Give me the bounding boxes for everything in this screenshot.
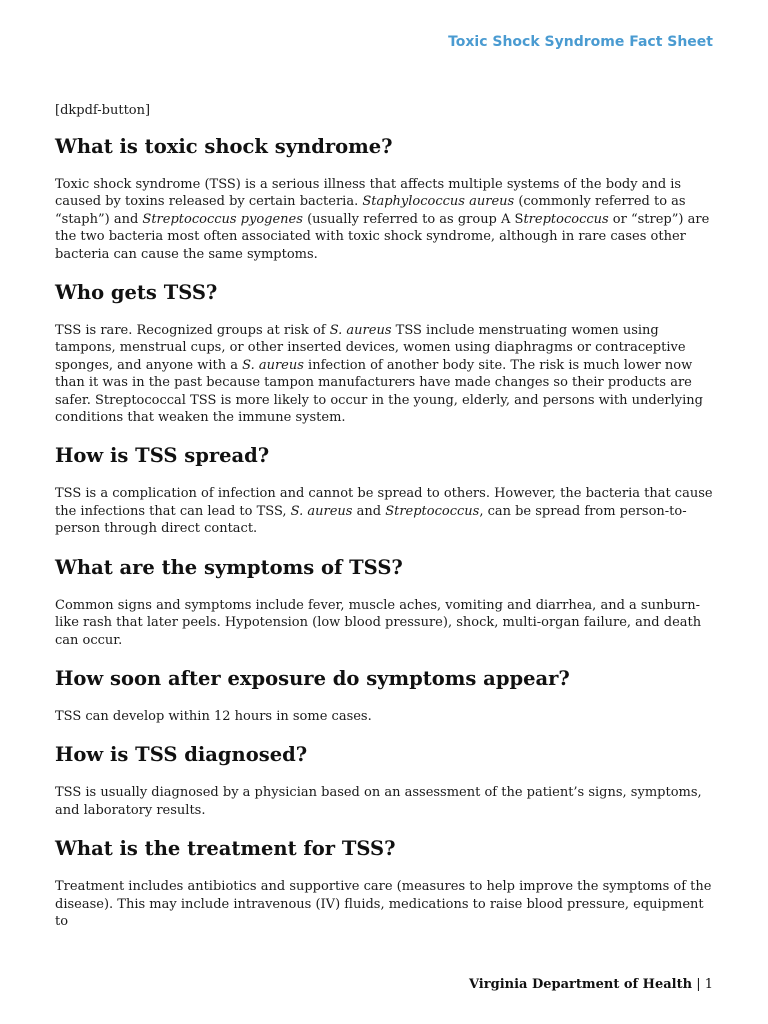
section-heading: Who gets TSS?	[55, 281, 218, 305]
italic-term: treptococcus	[523, 211, 609, 227]
footer-page-number: 1	[704, 977, 713, 992]
italic-term: Streptococcus	[385, 503, 480, 519]
text-run: Common signs and symptoms include fever, muscle aches, vomiting and diarrhea, and a sunburn-like rash that later peels. Hypotension (low blood pressure), shock, multi-organ failure, and death can occur.	[55, 597, 702, 648]
footer-organization: Virginia Department of Health	[468, 977, 693, 992]
section-paragraph	[55, 485, 715, 537]
text-run: TSS can develop within 12 hours in some cases.	[55, 708, 372, 724]
document-content	[55, 102, 715, 947]
section-paragraph	[55, 784, 715, 819]
text-run: TSS is usually diagnosed by a physician based on an assessment of the patient’s signs, symptoms, and laboratory results.	[55, 785, 702, 818]
text-run: Treatment includes antibiotics and supportive care (measures to help improve the symptoms of the disease). This may include intravenous (IV) fluids, medications to raise blood pressure, equipment to	[55, 879, 712, 929]
text-run: TSS is rare. Recognized groups at risk of	[55, 323, 330, 339]
section-heading: How soon after exposure do symptoms appear?	[55, 666, 570, 690]
italic-term: S. aureus	[290, 503, 353, 519]
page-header-title: Toxic Shock Syndrome Fact Sheet	[448, 34, 713, 50]
footer-separator: |	[692, 977, 705, 992]
pdf-button-placeholder: [dkpdf-button]	[55, 103, 151, 118]
text-run: TSS is a complication of infection and cannot be spread to others. However, the bacteria that cause the infections that can lead to TSS,	[55, 486, 713, 519]
italic-term: S. aureus	[329, 323, 392, 339]
italic-term: S. aureus	[242, 357, 304, 373]
text-run: TSS include menstruating women using tampons, menstrual cups, or other inserted devices, women using diaphragms or contraceptive sponges, and anyone with a	[55, 323, 686, 373]
italic-term: Staphylococcus aureus	[362, 194, 515, 210]
text-run: (usually referred to as group A S	[302, 211, 524, 227]
text-run: and	[352, 503, 386, 519]
section-paragraph	[55, 322, 715, 426]
italic-term: Streptococcus pyogenes	[142, 211, 303, 227]
section-paragraph	[55, 708, 715, 725]
text-run: Toxic shock syndrome (TSS) is a serious illness that affects multiple systems of the body and is caused by toxins released by certain bacteria.	[55, 177, 682, 210]
section-heading: What is toxic shock syndrome?	[55, 135, 393, 158]
section-paragraph	[55, 176, 715, 263]
text-run: , can be spread from person-to-person through direct contact.	[55, 503, 687, 537]
section-paragraph	[55, 878, 715, 930]
text-run: or “strep”) are the two bacteria most often associated with toxic shock syndrome, although in rare cases other bacteria can cause the same symptoms.	[55, 211, 710, 262]
text-run: infection of another body site. The risk is much lower now than it was in the past because tampon manufacturers have made changes so their products are safer. Streptococcal TSS is more likely to occur in the young, elderly, and persons with underlying conditions that weaken the immune system.	[55, 357, 703, 426]
section-heading: How is TSS diagnosed?	[55, 743, 308, 767]
sections-container	[55, 134, 715, 930]
section-heading: What are the symptoms of TSS?	[55, 555, 403, 579]
page-footer	[469, 977, 713, 992]
section-heading: What is the treatment for TSS?	[55, 837, 396, 861]
section-heading: How is TSS spread?	[55, 444, 270, 468]
text-run: (commonly referred to as “staph”) and	[55, 194, 686, 227]
section-paragraph	[55, 597, 715, 649]
